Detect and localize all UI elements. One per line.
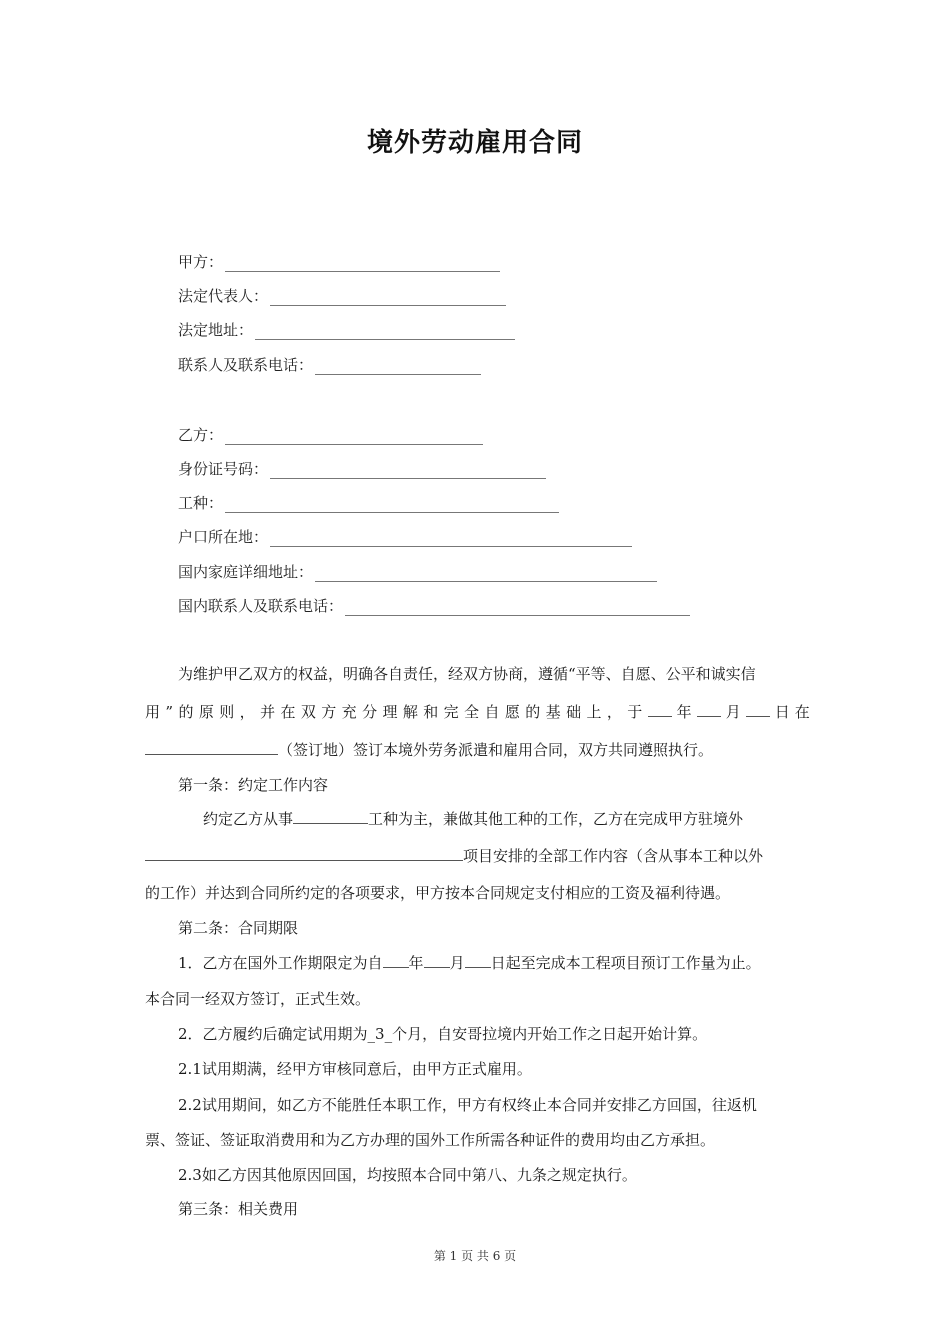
legal-representative-field xyxy=(178,286,506,306)
household-registration-label: 户口所在地： xyxy=(178,528,269,546)
day-label: 日在 xyxy=(774,703,815,721)
job-type-label: 工种： xyxy=(178,494,224,512)
year-label: 年 xyxy=(676,703,692,721)
month-label: 月 xyxy=(725,703,741,721)
domestic-contact-blank xyxy=(345,601,690,616)
legal-address-label: 法定地址： xyxy=(178,321,254,339)
id-number-label: 身份证号码： xyxy=(178,460,269,478)
id-number-blank xyxy=(270,464,546,479)
day-blank xyxy=(746,702,770,717)
contact-phone-field xyxy=(178,355,481,375)
preamble-line-3-text: （签订地）签订本境外劳务派遣和雇用合同，双方共同遵照执行。 xyxy=(278,741,714,759)
preamble-date xyxy=(648,702,815,722)
month-blank xyxy=(697,702,721,717)
household-registration-blank xyxy=(270,532,632,547)
domestic-contact-field xyxy=(178,596,690,616)
article-3-heading: 第三条：相关费用 xyxy=(178,1200,299,1218)
home-address-label: 国内家庭详细地址： xyxy=(178,563,314,581)
preamble-line-3 xyxy=(145,740,713,760)
legal-representative-label: 法定代表人： xyxy=(178,287,269,305)
article-2-item-2: 2．乙方履约后确定试用期为_3_个月，自安哥拉境内开始工作之日起开始计算。 xyxy=(178,1025,708,1043)
article-1-line-1-start: 约定乙方从事 xyxy=(203,810,294,828)
year-blank xyxy=(648,702,672,717)
job-type-field xyxy=(178,493,559,513)
legal-representative-blank xyxy=(270,291,506,306)
article-1-line-2-text: 项目安排的全部工作内容（含从事本工种以外 xyxy=(463,847,764,865)
start-year-label: 年 xyxy=(408,954,424,972)
party-a-label: 甲方： xyxy=(178,253,224,271)
article-2-item-1-start: 1．乙方在国外工作期限定为自 xyxy=(178,954,383,972)
preamble-line-2 xyxy=(145,702,815,722)
article-2-item-2-2-line-2: 票、签证、签证取消费用和为乙方办理的国外工作所需各种证件的费用均由乙方承担。 xyxy=(145,1131,716,1149)
article-2-item-2-3: 2.3如乙方因其他原因回国，均按照本合同中第八、九条之规定执行。 xyxy=(178,1166,637,1184)
contact-phone-blank xyxy=(315,360,481,375)
article-2-item-2-2-line-1: 2.2试用期间，如乙方不能胜任本职工作，甲方有权终止本合同并安排乙方回国，往返机 xyxy=(178,1096,757,1114)
document-title: 境外劳动雇用合同 xyxy=(366,128,583,158)
article-2-item-2-1: 2.1试用期满，经甲方审核同意后，由甲方正式雇用。 xyxy=(178,1060,532,1078)
legal-address-field xyxy=(178,320,515,340)
article-2-item-1-end: 日起至完成本工程项目预订工作量为止。 xyxy=(490,954,761,972)
id-number-field xyxy=(178,459,546,479)
domestic-contact-label: 国内联系人及联系电话： xyxy=(178,597,344,615)
job-type-inline-blank xyxy=(293,809,368,824)
article-1-line-1-end: 工种为主，兼做其他工种的工作，乙方在完成甲方驻境外 xyxy=(368,810,744,828)
household-registration-field xyxy=(178,527,632,547)
article-1-line-3: 的工作）并达到合同所约定的各项要求，甲方按本合同规定支付相应的工资及福利待遇。 xyxy=(145,884,731,902)
job-type-blank xyxy=(225,498,559,513)
party-b-blank xyxy=(225,430,483,445)
start-month-label: 月 xyxy=(449,954,465,972)
start-year-blank xyxy=(383,953,409,968)
party-b-label: 乙方： xyxy=(178,426,224,444)
preamble-line-2-text: 用”的原则，并在双方充分理解和完全自愿的基础上，于 xyxy=(145,703,648,721)
contact-phone-label: 联系人及联系电话： xyxy=(178,356,314,374)
article-1-line-2 xyxy=(145,846,763,866)
article-2-item-1-line-2: 本合同一经双方签订，正式生效。 xyxy=(145,990,371,1008)
home-address-field xyxy=(178,562,657,582)
page-number: 第 1 页 共 6 页 xyxy=(433,1249,517,1263)
start-day-blank xyxy=(465,953,491,968)
home-address-blank xyxy=(315,567,657,582)
party-b-field xyxy=(178,425,483,445)
party-a-blank xyxy=(225,257,500,272)
article-1-heading: 第一条：约定工作内容 xyxy=(178,776,329,794)
start-month-blank xyxy=(424,953,450,968)
party-a-field xyxy=(178,252,500,272)
article-2-item-1 xyxy=(178,953,761,973)
project-blank xyxy=(145,846,463,861)
article-1-line-1 xyxy=(203,809,743,829)
preamble-line-1: 为维护甲乙双方的权益，明确各自责任，经双方协商，遵循“平等、自愿、公平和诚实信 xyxy=(178,665,756,683)
article-2-heading: 第二条：合同期限 xyxy=(178,919,299,937)
signing-place-blank xyxy=(145,740,278,755)
legal-address-blank xyxy=(255,325,515,340)
